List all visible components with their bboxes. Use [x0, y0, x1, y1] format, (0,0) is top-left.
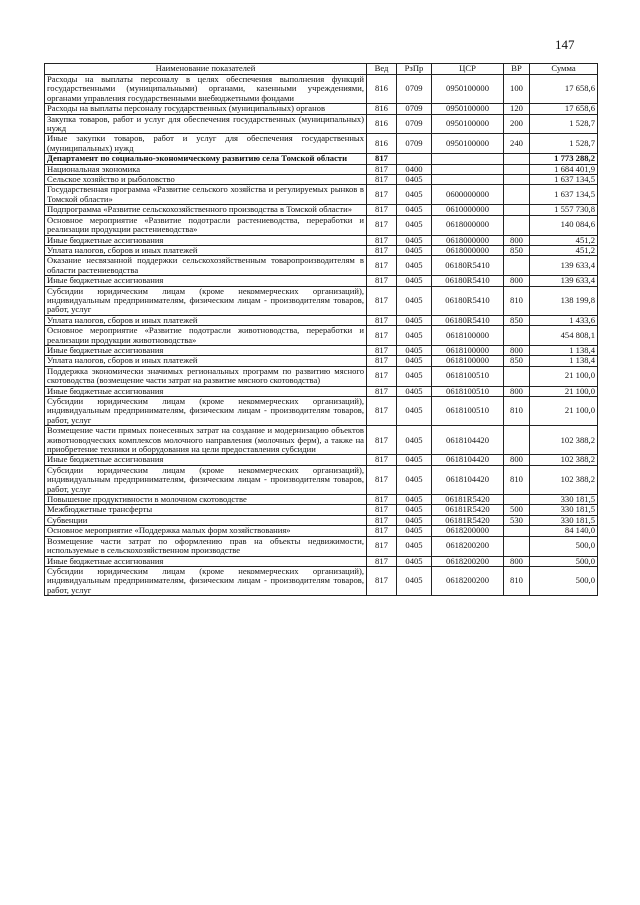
cell-sum: 1 138,4: [530, 345, 598, 355]
cell-csr: 06180R5410: [432, 276, 504, 286]
cell-vr: 240: [504, 134, 530, 154]
cell-rzpr: 0405: [397, 315, 432, 325]
cell-rzpr: 0405: [397, 185, 432, 205]
cell-ved: 817: [367, 515, 397, 525]
cell-ved: 817: [367, 215, 397, 235]
table-row: [45, 536, 598, 556]
cell-csr: 0618200000: [432, 526, 504, 536]
cell-csr: 0618100510: [432, 386, 504, 396]
cell-ved: 816: [367, 114, 397, 134]
cell-csr: 06181R5420: [432, 515, 504, 525]
cell-name: Иные бюджетные ассигнования: [45, 386, 367, 396]
cell-name: Оказание несвязанной поддержки сельскохозяйственным товаропроизводителям в области растениеводства: [45, 256, 367, 276]
cell-csr: [432, 175, 504, 185]
cell-csr: 0618000000: [432, 215, 504, 235]
cell-name: Иные бюджетные ассигнования: [45, 345, 367, 355]
table-row: [45, 356, 598, 366]
cell-csr: 06180R5410: [432, 256, 504, 276]
cell-sum: 330 181,5: [530, 505, 598, 515]
cell-rzpr: 0405: [397, 326, 432, 346]
cell-name: Уплата налогов, сборов и иных платежей: [45, 245, 367, 255]
cell-csr: 0618100510: [432, 397, 504, 426]
table-row: [45, 276, 598, 286]
cell-name: Национальная экономика: [45, 164, 367, 174]
cell-sum: 139 633,4: [530, 256, 598, 276]
cell-csr: 0618104420: [432, 426, 504, 455]
cell-rzpr: 0405: [397, 345, 432, 355]
cell-name: Департамент по социально-экономическому развитию села Томской области: [45, 154, 367, 164]
cell-csr: 06181R5420: [432, 505, 504, 515]
table-row: [45, 397, 598, 426]
cell-rzpr: 0405: [397, 386, 432, 396]
cell-sum: 1 773 288,2: [530, 154, 598, 164]
table-row: [45, 185, 598, 205]
cell-vr: 850: [504, 315, 530, 325]
cell-ved: 817: [367, 326, 397, 346]
table-row: [45, 526, 598, 536]
cell-csr: 0618000000: [432, 245, 504, 255]
cell-csr: 06181R5420: [432, 495, 504, 505]
table-row: [45, 75, 598, 104]
cell-vr: 800: [504, 556, 530, 566]
cell-ved: 817: [367, 556, 397, 566]
cell-name: Уплата налогов, сборов и иных платежей: [45, 356, 367, 366]
cell-csr: 0950100000: [432, 134, 504, 154]
cell-sum: 102 388,2: [530, 465, 598, 494]
table-row: [45, 104, 598, 114]
col-header-csr: ЦСР: [432, 64, 504, 75]
cell-name: Государственная программа «Развитие сельского хозяйства и регулируемых рынков в Томской области»: [45, 185, 367, 205]
cell-name: Основное мероприятие «Развитие подотрасли растениеводства, переработки и реализации продукции растениеводства»: [45, 215, 367, 235]
cell-rzpr: 0405: [397, 536, 432, 556]
cell-ved: 817: [367, 185, 397, 205]
cell-rzpr: 0405: [397, 455, 432, 465]
cell-rzpr: [397, 154, 432, 164]
cell-ved: 817: [367, 366, 397, 386]
cell-name: Расходы на выплаты персоналу в целях обеспечения выполнения функций государственными (муниципальными) органами, казенными учреждениями, органами управления государственными внебюджетными фондами: [45, 75, 367, 104]
cell-rzpr: 0405: [397, 276, 432, 286]
cell-vr: 850: [504, 245, 530, 255]
cell-rzpr: 0405: [397, 556, 432, 566]
table-row: [45, 164, 598, 174]
cell-vr: [504, 215, 530, 235]
cell-name: Сельское хозяйство и рыболовство: [45, 175, 367, 185]
cell-name: Поддержка экономически значимых региональных программ по развитию мясного скотоводства (возмещение части затрат на развитие мясного скотоводства): [45, 366, 367, 386]
table-row: [45, 345, 598, 355]
cell-vr: 800: [504, 276, 530, 286]
cell-vr: [504, 426, 530, 455]
cell-sum: 21 100,0: [530, 397, 598, 426]
cell-sum: 1 528,7: [530, 114, 598, 134]
cell-vr: 810: [504, 286, 530, 315]
cell-csr: 06180R5410: [432, 315, 504, 325]
cell-rzpr: 0709: [397, 104, 432, 114]
cell-vr: 800: [504, 455, 530, 465]
cell-rzpr: 0405: [397, 256, 432, 276]
cell-rzpr: 0405: [397, 286, 432, 315]
cell-ved: 817: [367, 154, 397, 164]
table-row: [45, 175, 598, 185]
cell-rzpr: 0405: [397, 245, 432, 255]
cell-csr: 0618100510: [432, 366, 504, 386]
cell-ved: 817: [367, 495, 397, 505]
table-row: [45, 235, 598, 245]
cell-sum: 17 658,6: [530, 75, 598, 104]
cell-ved: 817: [367, 315, 397, 325]
cell-vr: [504, 526, 530, 536]
cell-csr: 0610000000: [432, 205, 504, 215]
cell-ved: 816: [367, 104, 397, 114]
cell-rzpr: 0405: [397, 366, 432, 386]
cell-csr: 06180R5410: [432, 286, 504, 315]
cell-csr: [432, 164, 504, 174]
cell-ved: 817: [367, 526, 397, 536]
table-row: [45, 505, 598, 515]
cell-rzpr: 0405: [397, 215, 432, 235]
cell-name: Субсидии юридическим лицам (кроме некоммерческих организаций), индивидуальным предпринимателям, физическим лицам - производителям товаров, работ, услуг: [45, 397, 367, 426]
cell-vr: 800: [504, 386, 530, 396]
cell-csr: 0618100000: [432, 326, 504, 346]
cell-name: Основное мероприятие «Поддержка малых форм хозяйствования»: [45, 526, 367, 536]
cell-ved: 817: [367, 386, 397, 396]
table-row: [45, 215, 598, 235]
cell-sum: 1 138,4: [530, 356, 598, 366]
cell-vr: [504, 205, 530, 215]
cell-vr: 810: [504, 566, 530, 595]
cell-ved: 817: [367, 536, 397, 556]
col-header-rzpr: РзПр: [397, 64, 432, 75]
cell-rzpr: 0405: [397, 566, 432, 595]
cell-vr: [504, 495, 530, 505]
cell-sum: 17 658,6: [530, 104, 598, 114]
cell-ved: 817: [367, 455, 397, 465]
cell-name: Иные закупки товаров, работ и услуг для обеспечения государственных (муниципальных) нужд: [45, 134, 367, 154]
cell-csr: 0618100000: [432, 356, 504, 366]
cell-csr: 0950100000: [432, 104, 504, 114]
cell-name: Субсидии юридическим лицам (кроме некоммерческих организаций), индивидуальным предпринимателям, физическим лицам - производителям товаров, работ, услуг: [45, 465, 367, 494]
cell-sum: 138 199,8: [530, 286, 598, 315]
page-number: 147: [555, 37, 575, 52]
cell-rzpr: 0709: [397, 134, 432, 154]
cell-rzpr: 0405: [397, 495, 432, 505]
table-row: [45, 245, 598, 255]
cell-ved: 817: [367, 566, 397, 595]
table-row: [45, 426, 598, 455]
cell-sum: 451,2: [530, 235, 598, 245]
cell-csr: [432, 154, 504, 164]
cell-name: Повышение продуктивности в молочном скотоводстве: [45, 495, 367, 505]
cell-csr: 0618000000: [432, 235, 504, 245]
col-header-vr: ВР: [504, 64, 530, 75]
cell-sum: 84 140,0: [530, 526, 598, 536]
cell-vr: [504, 185, 530, 205]
cell-vr: 500: [504, 505, 530, 515]
cell-csr: 0618104420: [432, 455, 504, 465]
cell-ved: 817: [367, 205, 397, 215]
cell-name: Закупка товаров, работ и услуг для обеспечения государственных (муниципальных) нужд: [45, 114, 367, 134]
cell-rzpr: 0709: [397, 75, 432, 104]
cell-csr: 0618200200: [432, 536, 504, 556]
cell-name: Подпрограмма «Развитие сельскохозяйственного производства в Томской области»: [45, 205, 367, 215]
cell-name: Субвенции: [45, 515, 367, 525]
cell-rzpr: 0405: [397, 526, 432, 536]
cell-sum: 1 684 401,9: [530, 164, 598, 174]
cell-name: Возмещение части затрат по оформлению прав на объекты недвижимости, используемые в сельскохозяйственном производстве: [45, 536, 367, 556]
cell-ved: 817: [367, 465, 397, 494]
cell-sum: 140 084,6: [530, 215, 598, 235]
cell-sum: 1 528,7: [530, 134, 598, 154]
cell-sum: 1 557 730,8: [530, 205, 598, 215]
cell-sum: 500,0: [530, 566, 598, 595]
cell-vr: 850: [504, 356, 530, 366]
cell-name: Субсидии юридическим лицам (кроме некоммерческих организаций), индивидуальным предпринимателям, физическим лицам - производителям товаров, работ, услуг: [45, 286, 367, 315]
cell-rzpr: 0405: [397, 505, 432, 515]
table-row: [45, 455, 598, 465]
cell-name: Уплата налогов, сборов и иных платежей: [45, 315, 367, 325]
cell-vr: 800: [504, 345, 530, 355]
cell-ved: 817: [367, 397, 397, 426]
cell-csr: 0618104420: [432, 465, 504, 494]
cell-rzpr: 0405: [397, 205, 432, 215]
cell-vr: 200: [504, 114, 530, 134]
cell-csr: 0618100000: [432, 345, 504, 355]
cell-ved: 816: [367, 75, 397, 104]
cell-sum: 454 808,1: [530, 326, 598, 346]
cell-name: Основное мероприятие «Развитие подотрасли животноводства, переработки и реализации продукции животноводства»: [45, 326, 367, 346]
cell-name: Иные бюджетные ассигнования: [45, 276, 367, 286]
cell-sum: 1 637 134,5: [530, 175, 598, 185]
cell-ved: 817: [367, 235, 397, 245]
cell-rzpr: 0405: [397, 515, 432, 525]
cell-sum: 1 433,6: [530, 315, 598, 325]
cell-rzpr: 0405: [397, 426, 432, 455]
cell-vr: [504, 175, 530, 185]
cell-ved: 817: [367, 356, 397, 366]
cell-ved: 817: [367, 505, 397, 515]
cell-vr: [504, 256, 530, 276]
cell-sum: 102 388,2: [530, 426, 598, 455]
cell-vr: [504, 154, 530, 164]
cell-csr: 0618200200: [432, 566, 504, 595]
cell-ved: 817: [367, 276, 397, 286]
budget-table: [44, 63, 598, 596]
cell-ved: 817: [367, 256, 397, 276]
cell-vr: 120: [504, 104, 530, 114]
cell-rzpr: 0405: [397, 465, 432, 494]
cell-sum: 330 181,5: [530, 515, 598, 525]
cell-vr: 100: [504, 75, 530, 104]
cell-rzpr: 0405: [397, 397, 432, 426]
col-header-ved: Вед: [367, 64, 397, 75]
cell-vr: 810: [504, 465, 530, 494]
cell-name: Субсидии юридическим лицам (кроме некоммерческих организаций), индивидуальным предпринимателям, физическим лицам - производителям товаров, работ, услуг: [45, 566, 367, 595]
cell-sum: 451,2: [530, 245, 598, 255]
cell-vr: [504, 366, 530, 386]
cell-sum: 139 633,4: [530, 276, 598, 286]
cell-ved: 817: [367, 175, 397, 185]
table-row: [45, 286, 598, 315]
table-row: [45, 134, 598, 154]
cell-sum: 21 100,0: [530, 366, 598, 386]
cell-csr: 0950100000: [432, 75, 504, 104]
cell-csr: 0618200200: [432, 556, 504, 566]
cell-ved: 817: [367, 164, 397, 174]
cell-vr: [504, 536, 530, 556]
table-row: [45, 114, 598, 134]
table-row: [45, 315, 598, 325]
cell-vr: 800: [504, 235, 530, 245]
table-row: [45, 256, 598, 276]
cell-rzpr: 0709: [397, 114, 432, 134]
cell-ved: 817: [367, 245, 397, 255]
table-row: [45, 465, 598, 494]
cell-ved: 816: [367, 134, 397, 154]
cell-csr: 0600000000: [432, 185, 504, 205]
cell-ved: 817: [367, 345, 397, 355]
cell-rzpr: 0405: [397, 356, 432, 366]
cell-ved: 817: [367, 286, 397, 315]
cell-sum: 102 388,2: [530, 455, 598, 465]
cell-rzpr: 0400: [397, 164, 432, 174]
table-row: [45, 205, 598, 215]
table-row: [45, 495, 598, 505]
cell-name: Иные бюджетные ассигнования: [45, 455, 367, 465]
cell-name: Возмещение части прямых понесенных затрат на создание и модернизацию объектов животноводческих комплексов молочного направления (молочных ферм), а также на приобретение техники и оборудования на цели предоставления субсидии: [45, 426, 367, 455]
cell-vr: [504, 164, 530, 174]
table-row: [45, 556, 598, 566]
cell-vr: 810: [504, 397, 530, 426]
table-row: [45, 326, 598, 346]
cell-sum: 330 181,5: [530, 495, 598, 505]
table-row: [45, 154, 598, 164]
cell-sum: 21 100,0: [530, 386, 598, 396]
table-header-row: [45, 64, 598, 75]
cell-rzpr: 0405: [397, 235, 432, 245]
col-header-name: Наименование показателей: [45, 64, 367, 75]
cell-name: Иные бюджетные ассигнования: [45, 235, 367, 245]
cell-vr: 530: [504, 515, 530, 525]
cell-sum: 1 637 134,5: [530, 185, 598, 205]
cell-name: Расходы на выплаты персоналу государственных (муниципальных) органов: [45, 104, 367, 114]
cell-csr: 0950100000: [432, 114, 504, 134]
cell-name: Иные бюджетные ассигнования: [45, 556, 367, 566]
cell-sum: 500,0: [530, 536, 598, 556]
table-row: [45, 515, 598, 525]
table-row: [45, 386, 598, 396]
cell-sum: 500,0: [530, 556, 598, 566]
cell-ved: 817: [367, 426, 397, 455]
cell-rzpr: 0405: [397, 175, 432, 185]
col-header-sum: Сумма: [530, 64, 598, 75]
cell-vr: [504, 326, 530, 346]
table-row: [45, 366, 598, 386]
table-row: [45, 566, 598, 595]
cell-name: Межбюджетные трансферты: [45, 505, 367, 515]
